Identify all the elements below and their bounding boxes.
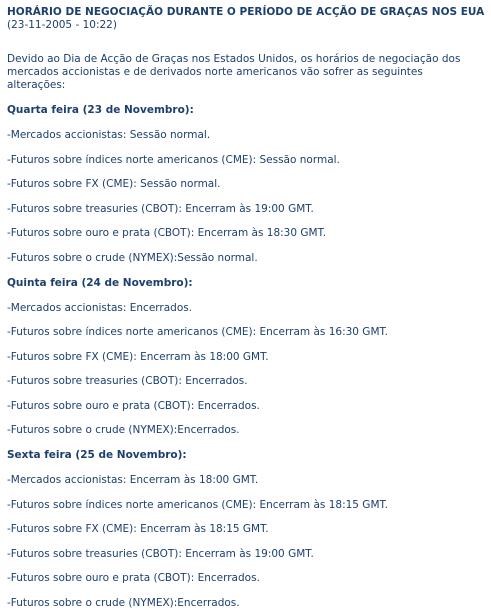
list-item: -Mercados accionistas: Encerram às 18:00 GMT.	[7, 474, 259, 486]
list-item: -Futuros sobre FX (CME): Encerram às 18:00 GMT.	[7, 350, 269, 363]
article-date: (23-11-2005 - 10:22)	[7, 19, 117, 31]
list-item: -Futuros sobre o crude (NYMEX):Sessão normal.	[7, 251, 258, 264]
list-item: -Mercados accionistas: Sessão normal.	[7, 129, 211, 141]
list-item: -Futuros sobre índices norte americanos (CME): Encerram às 16:30 GMT.	[7, 326, 389, 338]
article-title: HORÁRIO DE NEGOCIAÇÃO DURANTE O PERÍODO DE ACÇÃO DE GRAÇAS NOS EUA	[7, 6, 485, 18]
list-item: -Futuros sobre ouro e prata (CBOT): Encerrados.	[7, 572, 260, 584]
list-item: -Mercados accionistas: Encerrados.	[7, 301, 193, 314]
list-item: -Futuros sobre treasuries (CBOT): Encerrados.	[7, 375, 248, 387]
news-article	[7, 6, 485, 610]
day-section-wednesday	[7, 104, 485, 265]
day-heading: Quarta feira (23 de Novembro):	[7, 104, 194, 116]
day-heading: Quinta feira (24 de Novembro):	[7, 276, 193, 289]
list-item: -Futuros sobre FX (CME): Sessão normal.	[7, 178, 221, 190]
list-item: -Futuros sobre o crude (NYMEX):Encerrados.	[7, 424, 240, 436]
list-item: -Futuros sobre treasuries (CBOT): Encerram às 19:00 GMT.	[7, 202, 314, 215]
list-item: -Futuros sobre índices norte americanos (CME): Sessão normal.	[7, 153, 340, 166]
list-item: -Futuros sobre o crude (NYMEX):Encerrados.	[7, 596, 240, 609]
day-section-friday	[7, 449, 485, 610]
list-item: -Futuros sobre FX (CME): Encerram às 18:15 GMT.	[7, 523, 269, 535]
list-item: -Futuros sobre treasuries (CBOT): Encerram às 19:00 GMT.	[7, 547, 314, 560]
day-section-thursday	[7, 277, 485, 438]
list-item: -Futuros sobre ouro e prata (CBOT): Encerram às 18:30 GMT.	[7, 227, 327, 239]
list-item: -Futuros sobre ouro e prata (CBOT): Encerrados.	[7, 399, 260, 412]
day-heading: Sexta feira (25 de Novembro):	[7, 449, 187, 461]
article-intro: Devido ao Dia de Acção de Graças nos Estados Unidos, os horários de negociação dos mercados accionistas e de derivados norte americanos vão sofrer as seguintes alterações:	[7, 53, 461, 91]
list-item: -Futuros sobre índices norte americanos (CME): Encerram às 18:15 GMT.	[7, 498, 389, 511]
